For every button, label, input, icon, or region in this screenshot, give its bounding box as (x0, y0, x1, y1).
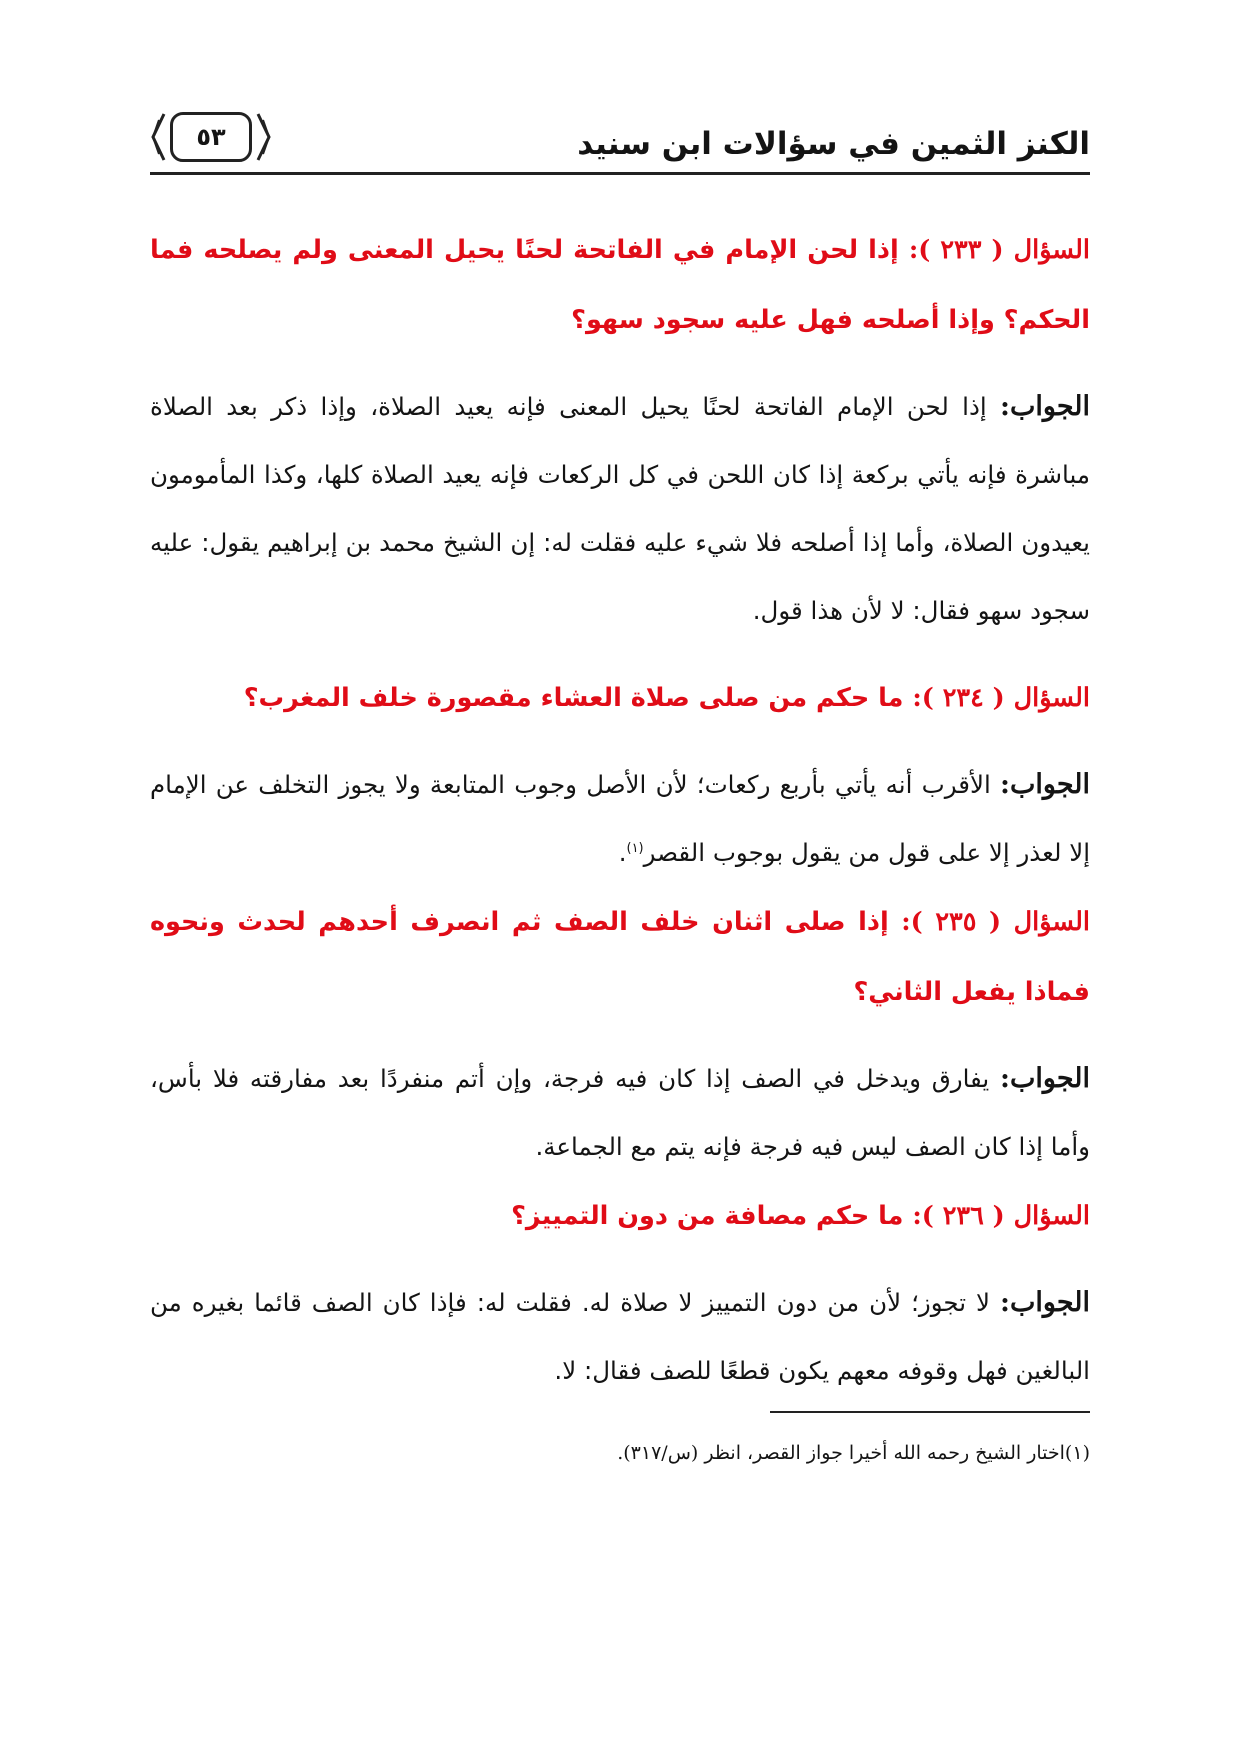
answer-text: لا تجوز؛ لأن من دون التمييز لا صلاة له. فقلت له: فإذا كان الصف قائما بغيره من البالغين فهل وقوفه معهم يكون قطعًا للصف فقال: لا. (150, 1288, 1090, 1385)
question-label: السؤال ( ٢٣٦ ): (912, 1201, 1090, 1231)
question-234 (150, 663, 1090, 733)
footnote: (١)اختار الشيخ رحمه الله أخيرا جواز القصر، انظر (س/٣١٧). (617, 1442, 1090, 1464)
question-text: ما حكم مصافة من دون التمييز؟ (511, 1201, 913, 1231)
header-divider (150, 172, 1090, 175)
page-body (150, 215, 1090, 1405)
question-236 (150, 1181, 1090, 1251)
answer-label: الجواب: (1000, 1287, 1090, 1318)
answer-label: الجواب: (1000, 391, 1090, 422)
footnote-divider (770, 1411, 1090, 1413)
answer-label: الجواب: (1000, 769, 1090, 800)
answer-235 (150, 1045, 1090, 1181)
answer-text: يفارق ويدخل في الصف إذا كان فيه فرجة، وإن أتم منفردًا بعد مفارقته فلا بأس، وأما إذا كان الصف ليس فيه فرجة فإنه يتم مع الجماعة. (150, 1064, 1090, 1161)
page-number-badge (150, 108, 272, 166)
answer-233 (150, 373, 1090, 645)
ornament-bracket-icon (256, 112, 272, 162)
book-title: الكنز الثمين في سؤالات ابن سنيد (577, 126, 1090, 162)
answer-label: الجواب: (1000, 1063, 1090, 1094)
question-label: السؤال ( ٢٣٤ ): (912, 683, 1090, 713)
answer-text: إذا لحن الإمام الفاتحة لحنًا يحيل المعنى فإنه يعيد الصلاة، وإذا ذكر بعد الصلاة مباشرة فإنه يأتي بركعة إذا كان اللحن في كل الركعات فإنه يعيد الصلاة كلها، وكذا المأمومون يعيدون الصلاة، وأما إذا أصلحه فلا شيء عليه فقلت له: إن الشيخ محمد بن إبراهيم يقول: عليه سجود سهو فقال: لا لأن هذا قول. (150, 392, 1090, 625)
question-233 (150, 215, 1090, 355)
footnote-reference[interactable]: (١) (626, 840, 644, 856)
answer-236 (150, 1269, 1090, 1405)
answer-text: الأقرب أنه يأتي بأربع ركعات؛ لأن الأصل وجوب المتابعة ولا يجوز التخلف عن الإمام إلا لعذر إلا على قول من يقول بوجوب القصر (150, 770, 1090, 867)
answer-234 (150, 751, 1090, 887)
question-235 (150, 887, 1090, 1027)
page-number: ٥٣ (170, 112, 252, 162)
answer-text-end: . (618, 838, 627, 867)
page-header (150, 108, 1090, 178)
question-label: السؤال ( ٢٣٣ ): (908, 235, 1090, 265)
ornament-bracket-icon (150, 112, 166, 162)
question-label: السؤال ( ٢٣٥ ): (901, 907, 1090, 937)
question-text: إذا لحن الإمام في الفاتحة لحنًا يحيل المعنى ولم يصلحه فما الحكم؟ وإذا أصلحه فهل عليه سجود سهو؟ (150, 235, 1090, 335)
question-text: إذا صلى اثنان خلف الصف ثم انصرف أحدهم لحدث ونحوه فماذا يفعل الثاني؟ (150, 907, 1090, 1007)
question-text: ما حكم من صلى صلاة العشاء مقصورة خلف المغرب؟ (243, 683, 913, 713)
